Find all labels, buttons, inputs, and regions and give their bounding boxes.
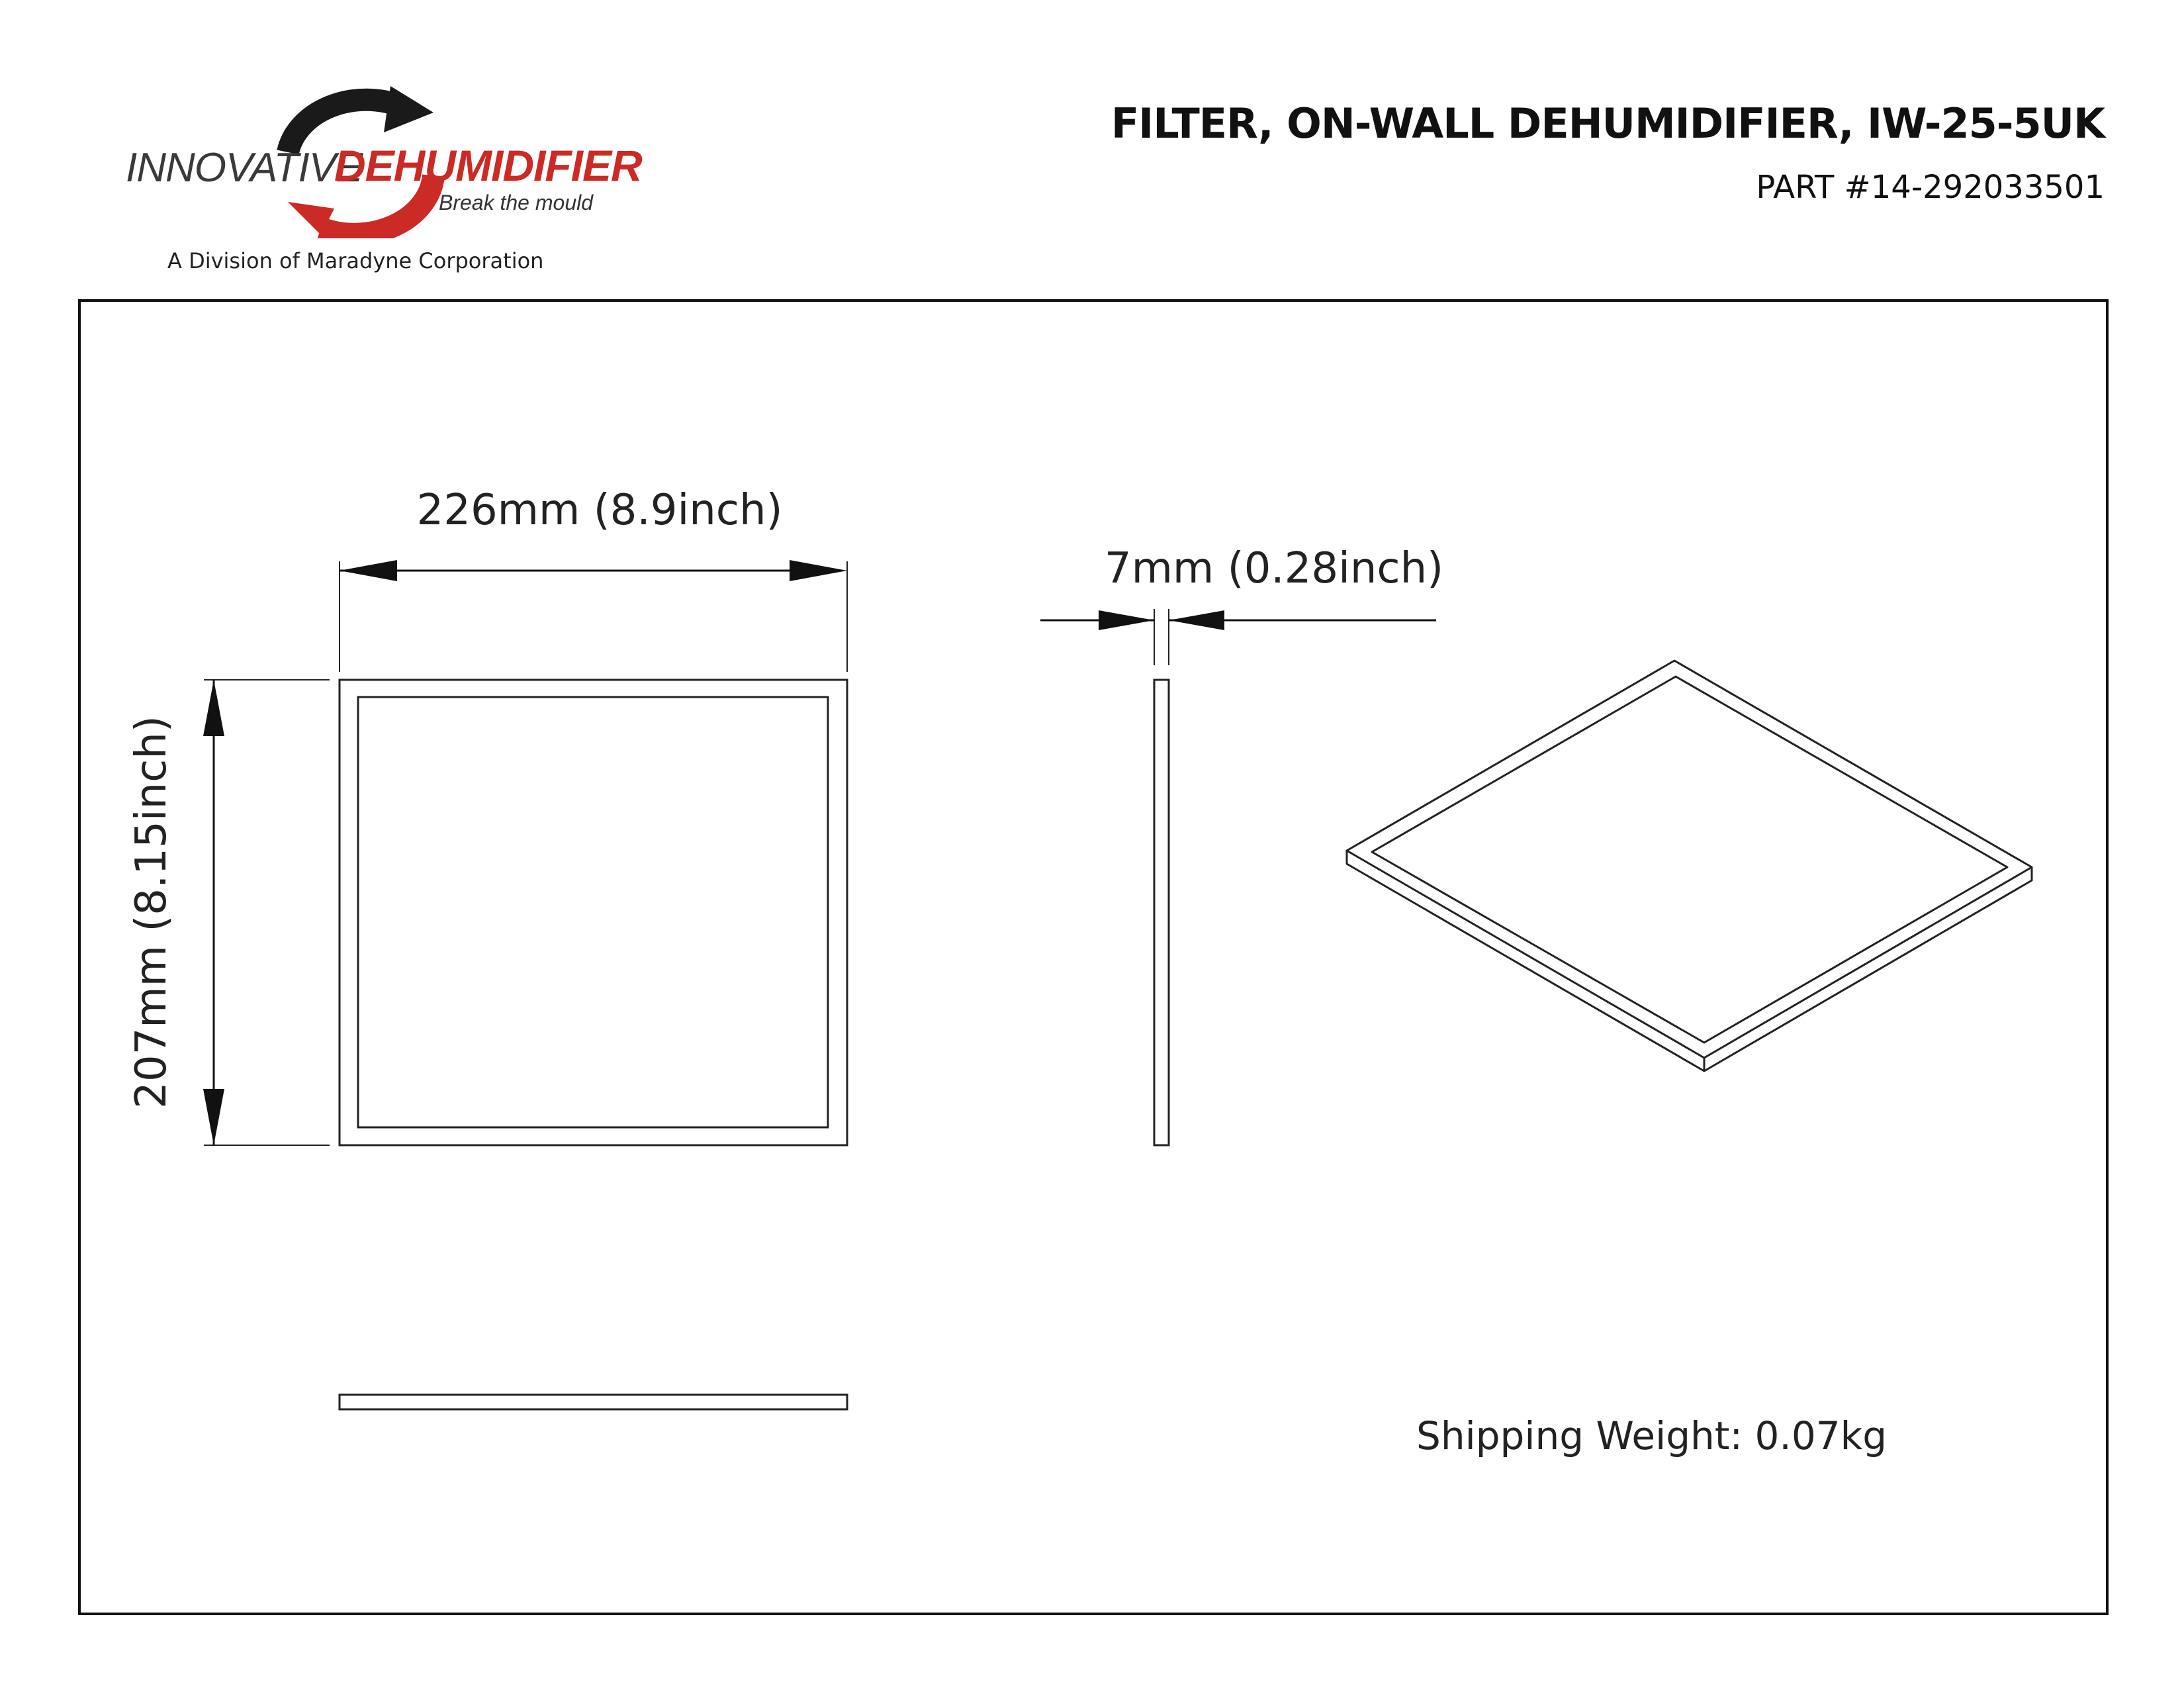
division-text: A Division of Maradyne Corporation (167, 248, 544, 273)
shipping-weight: Shipping Weight: 0.07kg (1416, 1413, 1888, 1458)
thickness-dimension (1040, 544, 1443, 665)
height-dimension (127, 680, 330, 1145)
front-view (340, 680, 847, 1145)
part-number: PART #14-292033501 (1756, 169, 2105, 206)
logo-word-dehumidifier: DEHUMIDIFIER (334, 141, 642, 190)
thickness-label: 7mm (0.28inch) (1104, 544, 1444, 593)
height-label: 207mm (8.15inch) (127, 716, 176, 1109)
logo-tagline: Break the mould (439, 191, 594, 214)
width-dimension (340, 486, 847, 672)
isometric-view (1347, 661, 2032, 1071)
width-label: 226mm (8.9inch) (416, 486, 783, 535)
document-title: FILTER, ON-WALL DEHUMIDIFIER, IW-25-5UK (1111, 99, 2105, 148)
logo-word-innovative: INNOVATIVE (126, 145, 363, 191)
side-view (1154, 680, 1169, 1145)
bottom-view (340, 1395, 847, 1409)
